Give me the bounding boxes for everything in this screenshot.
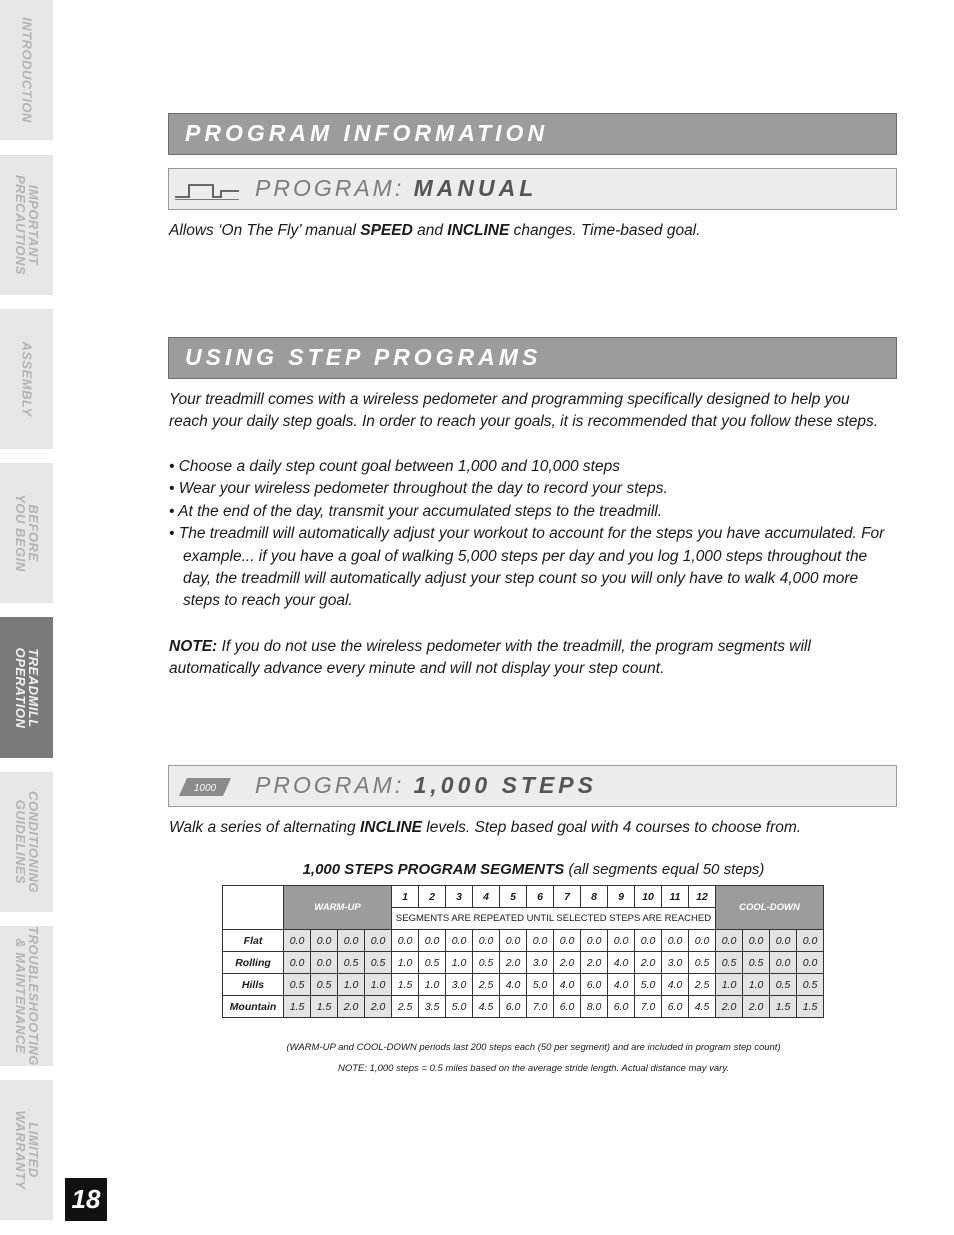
side-tab-label: INTRODUCTION [19,17,34,123]
table-cell: 2.0 [365,996,392,1018]
table-cell: 0.5 [284,974,311,996]
side-tab-introduction[interactable] [0,0,53,140]
section-header-using-step-programs [168,337,897,379]
table-cell: 3.0 [446,974,473,996]
note-label: NOTE: [169,638,218,655]
table-cell: 0.0 [311,930,338,952]
side-tab-label: LIMITED WARRANTY [12,1110,41,1190]
table-cell: 0.5 [473,952,500,974]
table-cell: 6.0 [500,996,527,1018]
step-programs-bullets [169,456,885,613]
table-cell: 7.0 [527,996,554,1018]
step-programs-note [169,636,885,681]
table-cell: 2.0 [500,952,527,974]
segment-number: 6 [527,886,554,908]
bullet-item: • Wear your wireless pedometer throughout the day to record your steps. [169,480,668,498]
speed-keyword: SPEED [360,222,413,239]
row-label: Flat [223,930,284,952]
table-cell: 0.5 [338,952,365,974]
table-cell: 1.5 [770,996,797,1018]
table-cell: 1.0 [419,974,446,996]
side-tab-label: TREADMILL OPERATION [12,647,41,728]
table-cell: 1.0 [392,952,419,974]
bullet-item: • At the end of the day, transmit your accumulated steps to the treadmill. [169,502,663,520]
table-cell: 2.0 [716,996,743,1018]
table-cell: 4.0 [662,974,689,996]
segment-number: 2 [419,886,446,908]
footnote-distance: NOTE: 1,000 steps = 0.5 miles based on the average stride length. Actual distance may vary. [337,1063,730,1074]
desc-text: Walk a series of alternating [169,819,360,836]
table-cell: 4.0 [554,974,581,996]
segment-number: 10 [635,886,662,908]
table-cell: 0.0 [635,930,662,952]
table-cell: 2.0 [635,952,662,974]
table-cell: 0.0 [311,952,338,974]
segments-table [222,885,824,1018]
table-row [223,930,824,952]
table-cell: 1.5 [392,974,419,996]
page-number: 18 [65,1178,107,1221]
segments-note: SEGMENTS ARE REPEATED UNTIL SELECTED STEPS ARE REACHED [392,908,716,930]
table-cell: 6.0 [662,996,689,1018]
table-cell: 2.0 [338,996,365,1018]
segment-number: 4 [473,886,500,908]
table-cell: 5.0 [635,974,662,996]
table-cell: 2.5 [473,974,500,996]
side-tab-important-precautions[interactable] [0,155,53,295]
table-cell: 0.0 [365,930,392,952]
table-row [223,952,824,974]
table-title-bold: 1,000 STEPS PROGRAM SEGMENTS [302,861,565,878]
table-cell: 6.0 [608,996,635,1018]
row-label: Mountain [223,996,284,1018]
table-cell: 4.0 [608,952,635,974]
segment-number: 12 [689,886,716,908]
desc-text: levels. Step based goal with 4 courses to choose from. [421,819,802,836]
table-cell: 2.0 [581,952,608,974]
side-tab-label: BEFORE YOU BEGIN [12,494,41,572]
segment-number: 11 [662,886,689,908]
table-cell: 0.5 [419,952,446,974]
table-cell: 4.5 [473,996,500,1018]
table-cell: 0.0 [284,952,311,974]
program-header-1000-steps [168,765,897,807]
table-cell: 0.5 [743,952,770,974]
incline-keyword: INCLINE [359,819,422,836]
table-cell: 0.5 [689,952,716,974]
table-cell: 1.0 [716,974,743,996]
desc-text: Allows ‘On The Fly’ manual [169,222,361,239]
note-text: If you do not use the wireless pedometer with the treadmill, the program segments will automatically advance every minute and will not display your step count. [169,638,811,678]
table-cell: 0.0 [770,952,797,974]
table-cell: 2.0 [743,996,770,1018]
table-cell: 7.0 [635,996,662,1018]
table-cell: 0.0 [689,930,716,952]
section-title: USING STEP PROGRAMS [185,344,542,370]
table-cell: 2.5 [392,996,419,1018]
segment-number: 3 [446,886,473,908]
table-cell: 0.0 [716,930,743,952]
icon-label: 1000 [193,783,217,794]
side-tab-label: TROUBLESHOOTING & MAINTENANCE [12,926,41,1066]
table-cell: 0.0 [527,930,554,952]
table-cell: 6.0 [554,996,581,1018]
manual-description [169,220,898,242]
program-prefix: PROGRAM: [255,175,405,201]
table-cell: 3.0 [527,952,554,974]
table-cell: 4.0 [608,974,635,996]
table-cell: 4.5 [689,996,716,1018]
program-title [255,772,597,799]
table-cell: 3.0 [662,952,689,974]
table-cell: 0.0 [500,930,527,952]
section-header-program-information [168,113,897,155]
table-cell: 0.5 [716,952,743,974]
1000-steps-icon [177,777,233,797]
table-cell: 0.0 [284,930,311,952]
table-cell: 0.0 [743,930,770,952]
program-prefix: PROGRAM: [255,772,405,798]
segment-number: 5 [500,886,527,908]
side-tab-treadmill-operation[interactable] [0,617,53,758]
table-cell: 0.0 [797,952,824,974]
desc-text: and [412,222,448,239]
table-cell: 2.0 [554,952,581,974]
table-cell: 0.0 [446,930,473,952]
row-label: Hills [223,974,284,996]
table-cell: 1.0 [743,974,770,996]
side-tab-label: CONDITIONING GUIDELINES [12,790,41,894]
side-tab-label: ASSEMBLY [19,341,34,417]
table-cell: 4.0 [500,974,527,996]
step-programs-intro: Your treadmill comes with a wireless pedometer and programming specifically designed to help you reach your daily step goals. In order to reach your goals, it is recommended that you follow these steps. [169,391,879,431]
table-cell: 5.0 [527,974,554,996]
table-cell: 1.0 [446,952,473,974]
table-cell: 1.5 [311,996,338,1018]
bullet-item: • The treadmill will automatically adjust your workout to account for the steps you have accumulated. For example... if you have a goal of walking 5,000 steps per day and you log 1,000 steps throughout the day, the treadmill will automatically adjust your step count so you will only have to walk 4,000 more steps to reach your goal. [169,525,885,610]
table-cell: 0.5 [797,974,824,996]
program-name: MANUAL [413,175,538,201]
table-row [223,996,824,1018]
table-cell: 0.5 [365,952,392,974]
table-cell: 0.0 [770,930,797,952]
table-cell: 0.0 [608,930,635,952]
table-title [169,861,898,878]
table-cell: 0.0 [554,930,581,952]
table-cell: 0.0 [419,930,446,952]
table-cell: 8.0 [581,996,608,1018]
manual-program-icon [173,180,239,200]
segment-number: 7 [554,886,581,908]
table-cell: 0.5 [770,974,797,996]
bullet-item: • Choose a daily step count goal between 1,000 and 10,000 steps [169,458,620,475]
table-cell: 0.5 [311,974,338,996]
section-title: PROGRAM INFORMATION [185,120,549,146]
table-row [223,974,824,996]
incline-keyword: INCLINE [447,222,510,239]
1000-steps-description [169,817,898,839]
table-cell: 6.0 [581,974,608,996]
side-tab-conditioning-guidelines[interactable] [0,772,53,912]
table-cell: 0.0 [392,930,419,952]
program-header-manual [168,168,897,210]
side-tab-assembly[interactable] [0,309,53,449]
segment-number: 9 [608,886,635,908]
footnote-warmup-cooldown: (WARM-UP and COOL-DOWN periods last 200 steps each (50 per segment) and are included in program step count) [286,1042,781,1053]
table-cell: 5.0 [446,996,473,1018]
program-name: 1,000 STEPS [413,772,597,798]
cooldown-header: COOL-DOWN [716,886,824,930]
warmup-header: WARM-UP [284,886,392,930]
side-tab-before-you-begin[interactable] [0,463,53,603]
program-title [255,175,537,202]
row-label: Rolling [223,952,284,974]
side-tab-troubleshooting-maintenance[interactable] [0,926,53,1066]
table-cell: 1.5 [284,996,311,1018]
table-cell: 0.0 [662,930,689,952]
table-cell: 1.0 [338,974,365,996]
table-cell: 0.0 [473,930,500,952]
table-cell: 0.0 [797,930,824,952]
segment-number: 8 [581,886,608,908]
desc-text: changes. Time-based goal. [509,222,701,239]
table-cell: 1.5 [797,996,824,1018]
table-cell: 0.0 [338,930,365,952]
table-cell: 0.0 [581,930,608,952]
table-cell: 1.0 [365,974,392,996]
table-title-rest: (all segments equal 50 steps) [564,861,765,878]
table-cell: 3.5 [419,996,446,1018]
table-cell: 2.5 [689,974,716,996]
table-header-row [223,886,824,908]
segment-number: 1 [392,886,419,908]
table-corner-cell [223,886,284,930]
side-tab-limited-warranty[interactable] [0,1080,53,1220]
side-tab-label: IMPORTANT PRECAUTIONS [12,174,41,276]
